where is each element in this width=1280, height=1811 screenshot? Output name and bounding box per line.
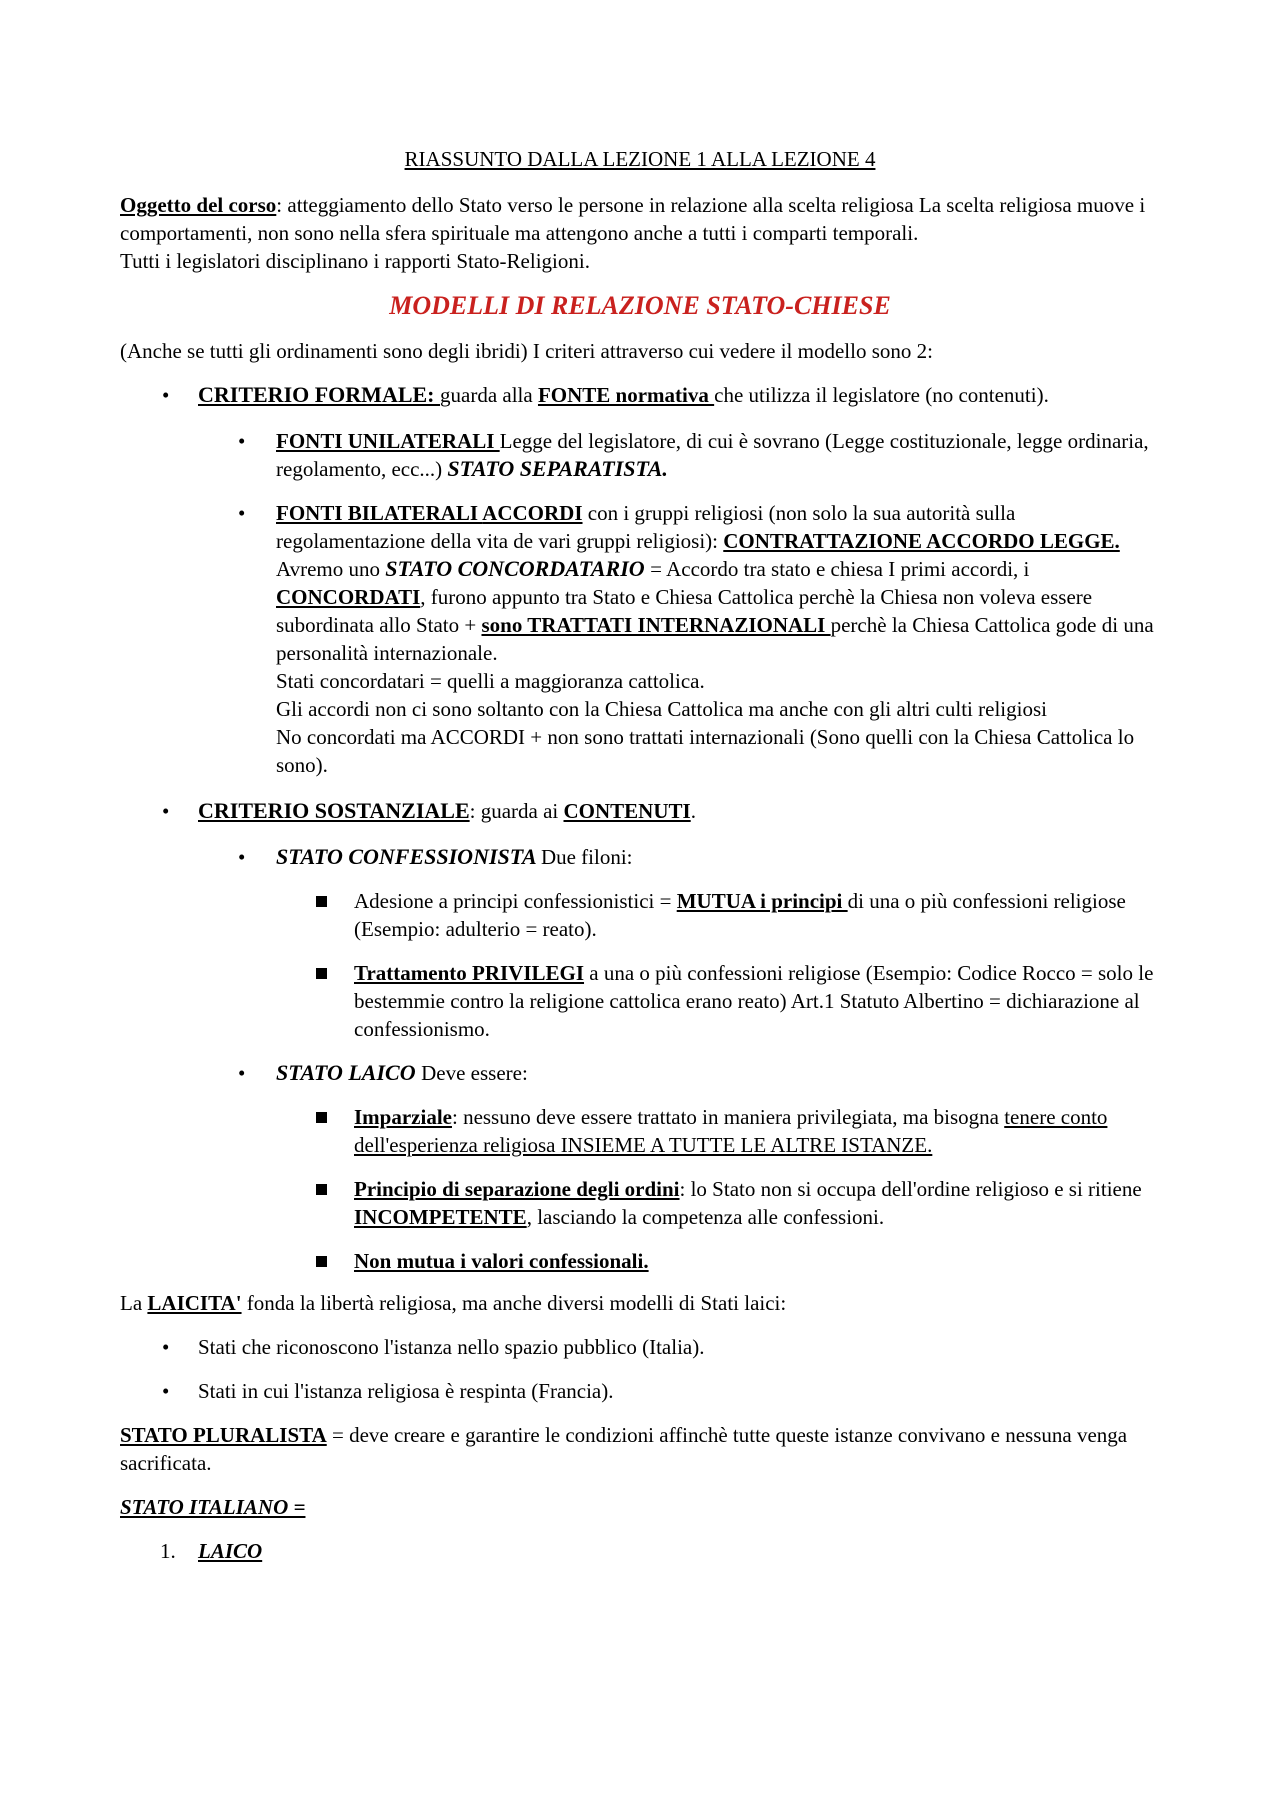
incompetente-label: INCOMPETENTE <box>354 1205 527 1229</box>
fonti-bilaterali-text: con i gruppi religiosi (non solo la sua autorità sulla regolamentazione della vita de vari gruppi religiosi): <box>276 501 1016 553</box>
concordati-label: CONCORDATI <box>276 585 421 609</box>
fonti-unilaterali-label: FONTI UNILATERALI <box>276 429 500 453</box>
criteria-intro: (Anche se tutti gli ordinamenti sono degli ibridi) I criteri attraverso cui vedere il modello sono 2: <box>120 339 933 363</box>
list-item-laicita-francia <box>120 1377 1160 1405</box>
document-page <box>120 145 1160 1579</box>
intro-paragraph <box>120 191 1160 247</box>
pluralista-label: STATO PLURALISTA <box>120 1423 327 1447</box>
list-item-trattamento <box>120 959 1160 1043</box>
fonti-bilaterali-text-5: perchè la Chiesa Cattolica gode di una personalità internazionale. <box>276 613 1154 665</box>
bullet-icon: • <box>162 1379 170 1403</box>
trattamento-text: a una o più confessioni religiose (Esempio: Codice Rocco = solo le bestemmie contro la religione cattolica erano reato) Art.1 Statuto Albertino = dichiarazione al confessionismo. <box>354 961 1154 1041</box>
bullet-icon: • <box>162 383 170 407</box>
accordi-line: Gli accordi non ci sono soltanto con la Chiesa Cattolica ma anche con gli altri culti religiosi <box>276 697 1047 721</box>
square-bullet-icon <box>316 1112 327 1123</box>
list-item-stato-laico <box>120 1059 1160 1087</box>
fonti-bilaterali-text-3: = Accordo tra stato e chiesa I primi accordi, i <box>650 557 1030 581</box>
no-concordati-line: No concordati ma ACCORDI + non sono trattati internazionali (Sono quelli con la Chiesa Cattolica lo sono). <box>276 725 1135 777</box>
adesione-text: Adesione a principi confessionistici = <box>354 889 677 913</box>
concordatari-line: Stati concordatari = quelli a maggioranza cattolica. <box>276 669 705 693</box>
laicita-item-francia: Stati in cui l'istanza religiosa è respinta (Francia). <box>198 1379 614 1403</box>
list-item-fonti-bilaterali <box>120 499 1160 779</box>
numbered-item-laico <box>120 1537 1160 1565</box>
intro-label: Oggetto del corso <box>120 193 277 217</box>
stato-concordatario: STATO CONCORDATARIO <box>385 556 651 581</box>
list-item-criterio-formale <box>120 381 1160 409</box>
stato-confessionista-label: STATO CONFESSIONISTA <box>276 844 541 869</box>
bullet-icon: • <box>238 501 246 525</box>
criterio-sostanziale-text: : guarda ai <box>469 799 564 823</box>
adesione-text-2: di una o più confessioni religiose (Esempio: adulterio = reato). <box>354 889 1126 941</box>
list-item-criterio-sostanziale <box>120 797 1160 825</box>
stato-laico-label: STATO LAICO <box>276 1060 422 1085</box>
list-item-non-mutua <box>120 1247 1160 1275</box>
bullet-icon: • <box>162 799 170 823</box>
list-item-stato-confessionista <box>120 843 1160 871</box>
square-bullet-icon <box>316 968 327 979</box>
intro-text: : atteggiamento dello Stato verso le persone in relazione alla scelta religiosa La scelta religiosa muove i comportamenti, non sono nella sfera spirituale ma attengono anche a tutti i comparti temporali. <box>120 193 1146 245</box>
list-number: 1. <box>160 1539 176 1563</box>
mutua-principi: MUTUA i principi <box>676 889 848 913</box>
square-bullet-icon <box>316 1256 327 1267</box>
intro-line2: Tutti i legislatori disciplinano i rapporti Stato-Religioni. <box>120 249 590 273</box>
pluralista-paragraph <box>120 1421 1160 1477</box>
criterio-formale-text: guarda alla <box>440 383 538 407</box>
list-item-laicita-italia <box>120 1333 1160 1361</box>
contenuti-label: CONTENUTI <box>563 799 691 823</box>
bullet-icon: • <box>162 1335 170 1359</box>
square-bullet-icon <box>316 1184 327 1195</box>
square-bullet-icon <box>316 896 327 907</box>
document-title: RIASSUNTO DALLA LEZIONE 1 ALLA LEZIONE 4 <box>404 147 876 171</box>
trattati-label: sono TRATTATI INTERNAZIONALI <box>481 613 831 637</box>
criterio-formale-label: CRITERIO FORMALE: <box>198 382 441 407</box>
contrattazione-label: CONTRATTAZIONE ACCORDO LEGGE. <box>723 529 1120 553</box>
fonti-bilaterali-text-4: , furono appunto tra Stato e Chiesa Cattolica perchè la Chiesa non voleva essere subordinata allo Stato + <box>276 585 1093 637</box>
criterio-sostanziale-text-2: . <box>690 799 696 823</box>
imparziale-label: Imparziale <box>354 1105 452 1129</box>
pluralista-text: = deve creare e garantire le condizioni affinchè tutte queste istanze convivano e nessuna venga sacrificata. <box>120 1423 1128 1475</box>
laicita-text: La <box>120 1291 148 1315</box>
laicita-paragraph <box>120 1289 1160 1317</box>
list-item-imparziale <box>120 1103 1160 1159</box>
stato-laico-text: Deve essere: <box>421 1061 528 1085</box>
separazione-label: Principio di separazione degli ordini <box>354 1177 680 1201</box>
fonti-unilaterali-text: Legge del legislatore, di cui è sovrano (Legge costituzionale, legge ordinaria, regolamento, ecc...) <box>276 429 1149 481</box>
section-heading: MODELLI DI RELAZIONE STATO-CHIESE <box>389 291 891 320</box>
stato-confessionista-text: Due filoni: <box>540 845 633 869</box>
separazione-text-2: , lasciando la competenza alle confessioni. <box>526 1205 885 1229</box>
bullet-icon: • <box>238 1061 246 1085</box>
fonti-bilaterali-text-2: Avremo uno <box>276 557 386 581</box>
fonte-normativa: FONTE normativa <box>537 383 715 407</box>
criterio-formale-text-2: che utilizza il legislatore (no contenuti). <box>714 383 1049 407</box>
imparziale-underline: tenere conto dell'esperienza religiosa INSIEME A TUTTE LE ALTRE ISTANZE. <box>354 1105 1108 1157</box>
laicita-item-italia: Stati che riconoscono l'istanza nello spazio pubblico (Italia). <box>198 1335 705 1359</box>
stato-separatista: STATO SEPARATISTA. <box>447 456 668 481</box>
non-mutua-label: Non mutua i valori confessionali. <box>354 1249 649 1273</box>
fonti-bilaterali-label: FONTI BILATERALI <box>276 501 483 525</box>
bullet-icon: • <box>238 845 246 869</box>
list-item-separazione <box>120 1175 1160 1231</box>
separazione-text: : lo Stato non si occupa dell'ordine religioso e si ritiene <box>679 1177 1142 1201</box>
laicita-label: LAICITA' <box>147 1291 242 1315</box>
laico-label: LAICO <box>198 1539 263 1563</box>
bullet-icon: • <box>238 429 246 453</box>
criterio-sostanziale-label: CRITERIO SOSTANZIALE <box>198 798 470 823</box>
accordi-label: ACCORDI <box>482 501 583 525</box>
trattamento-label: Trattamento <box>354 961 472 985</box>
list-item-fonti-unilaterali <box>120 427 1160 483</box>
imparziale-text: : nessuno deve essere trattato in maniera privilegiata, ma bisogna <box>451 1105 1005 1129</box>
list-item-adesione <box>120 887 1160 943</box>
laicita-text-2: fonda la libertà religiosa, ma anche diversi modelli di Stati laici: <box>241 1291 787 1315</box>
privilegi-label: PRIVILEGI <box>472 961 585 985</box>
stato-italiano-label: STATO ITALIANO = <box>120 1495 306 1519</box>
